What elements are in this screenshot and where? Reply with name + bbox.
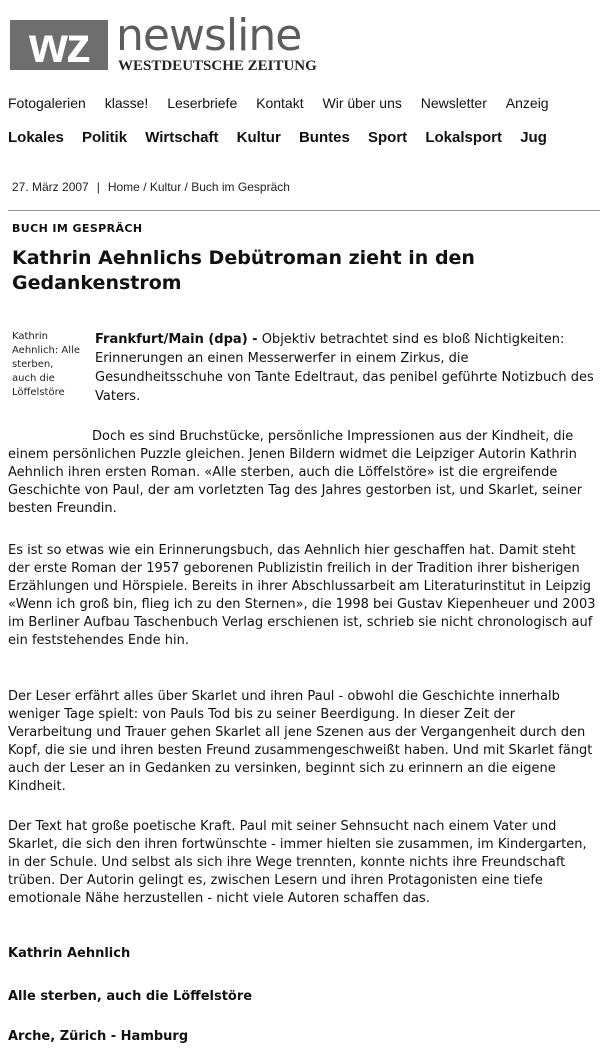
lead-text: Objektiv betrachtet sind es bloß Nichtigkeiten: Erinnerungen an einen Messerwerfer in einem Zirkus, die Gesundheitsschuhe von Tante Edeltraut, das penibel geführte Notizbuch des Vaters. [95,332,594,404]
article-paragraph: Der Leser erfährt alles über Skarlet und ihren Paul - obwohl die Geschichte innerhalb weniger Tage spielt: von Pauls Tod bis zu seiner Beerdigung. In dieser Zeit der Verarbeitung und Trauer gehen Skarlet all jene Szenen aus der Vergangenheit durch den Kopf, die sie und ihren besten Freund zusammengeschweißt haben. Und mit Skarlet fängt auch der Leser an in Gedanken zu versinken, beginnt sich zu erinnern an die eigene Kindheit. [8,689,593,794]
section-link-jugend[interactable]: Jug [520,129,547,146]
breadcrumb [12,180,290,194]
article-headline: Kathrin Aehnlichs Debütroman zieht in den Gedankenstrom [12,247,475,294]
article-date: 27. März 2007 [12,180,89,194]
nav-link-fotogalerien[interactable]: Fotogalerien [8,95,86,111]
section-link-wirtschaft[interactable]: Wirtschaft [145,129,219,146]
section-link-politik[interactable]: Politik [82,129,128,146]
brand-subtitle: WESTDEUTSCHE ZEITUNG [118,58,317,74]
nav-link-newsletter[interactable]: Newsletter [420,95,487,111]
nav-link-klasse[interactable]: klasse! [104,95,149,111]
article-paragraph: Der Text hat große poetische Kraft. Paul mit seiner Sehnsucht nach einem Vater und Skarlet, die sich den ihren fortwünschte - immer hielten sie zusammen, im Kindergarten, in der Schule. Und selbst als sich ihre Wege trennten, konnte nichts ihre Freundschaft trüben. Der Autorin gelingt es, zwischen Lesern und ihren Protagonisten eine tiefe emotionale Nähe herzustellen - nicht viele Autoren schaffen das. [8,819,587,906]
book-author: Kathrin Aehnlich [8,946,131,961]
nav-link-kontakt[interactable]: Kontakt [256,95,304,111]
primary-nav [8,95,564,111]
section-link-kultur[interactable]: Kultur [236,129,281,146]
nav-link-leserbriefe[interactable]: Leserbriefe [167,95,238,111]
article-paragraph: Doch es sind Bruchstücke, persönliche Impressionen aus der Kindheit, die einem persönlichen Puzzle gleichen. Jenen Bildern widmet die Leipziger Autorin Kathrin Aehnlich ihren ersten Roman. «Alle sterben, auch die Löffelstöre» ist die ergreifende Geschichte von Paul, der am vorletzten Tag des Jahres gestorben ist, und Skarlet, seiner besten Freundin. [8,429,583,516]
section-link-buntes[interactable]: Buntes [298,129,350,146]
section-nav [8,129,561,146]
section-label: BUCH IM GESPRÄCH [12,222,143,235]
section-link-lokales[interactable]: Lokales [8,129,64,146]
image-caption: Kathrin Aehnlich: Alle sterben, auch die Löffelstöre [12,331,80,398]
breadcrumb-path[interactable]: Home / Kultur / Buch im Gespräch [107,180,290,194]
article-lead [95,330,600,406]
section-link-lokalsport[interactable]: Lokalsport [425,129,503,146]
wz-logo[interactable]: wz [10,20,108,70]
article-paragraph: Es ist so etwas wie ein Erinnerungsbuch, das Aehnlich hier geschaffen hat. Damit steht der erste Roman der 1957 geborenen Publizistin freilich in der Tradition ihrer bisherigen Erzählungen und Hörspiele. Bereits in ihrer Abschlussarbeit am Literaturinstitut in Leipzig «Wenn ich groß bin, flieg ich zu den Sternen», die 1998 bei Gustav Kiepenheuer und 2003 im Berliner Aufbau Taschenbuch Verlag erschienen ist, schrieb sie nicht chronologisch auf ein feststehendes Ende hin. [8,543,596,648]
nav-link-wir-ueber-uns[interactable]: Wir über uns [322,95,402,111]
book-title: Alle sterben, auch die Löffelstöre [8,989,253,1004]
breadcrumb-separator: | [96,180,100,194]
dateline: Frankfurt/Main (dpa) - [95,332,258,347]
divider [8,210,600,211]
section-link-sport[interactable]: Sport [367,129,408,146]
brand-name: newsline [116,10,302,61]
book-publisher: Arche, Zürich - Hamburg [8,1029,189,1044]
nav-link-anzeigen[interactable]: Anzeig [505,95,549,111]
